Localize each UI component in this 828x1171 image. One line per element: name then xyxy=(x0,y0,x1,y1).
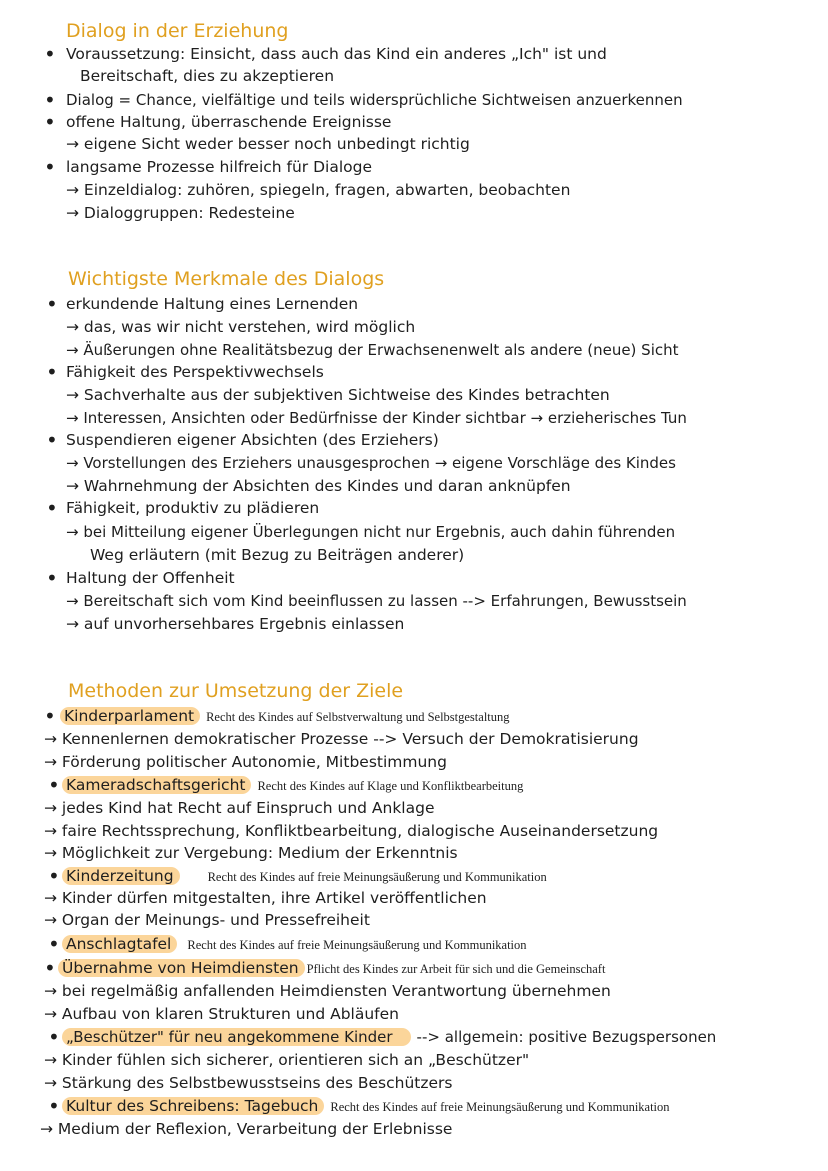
list-item: Voraussetzung: Einsicht, dass auch das Kind ein anderes „Ich" ist und xyxy=(66,45,607,63)
method-title: Kameradschaftsgericht xyxy=(62,776,251,794)
bullet: • xyxy=(44,956,56,980)
list-item: Suspendieren eigener Absichten (des Erziehers) xyxy=(66,431,439,449)
method-note: Recht des Kindes auf freie Meinungsäußerung und Kommunikation xyxy=(187,938,527,952)
list-item: → Bereitschaft sich vom Kind beeinflussen zu lassen --> Erfahrungen, Bewusstsein xyxy=(66,592,687,610)
method-row xyxy=(62,1027,716,1047)
list-item: → Kinder dürfen mitgestalten, ihre Artikel veröffentlichen xyxy=(44,889,487,907)
bullet: • xyxy=(44,704,56,728)
list-item: → Einzeldialog: zuhören, spiegeln, fragen, abwarten, beobachten xyxy=(66,181,571,199)
method-note: Recht des Kindes auf freie Meinungsäußerung und Kommunikation xyxy=(207,870,547,884)
bullet: • xyxy=(48,1025,60,1049)
list-item: → Wahrnehmung der Absichten des Kindes und daran anknüpfen xyxy=(66,477,571,495)
bullet: • xyxy=(46,566,58,590)
bullet: • xyxy=(48,864,60,888)
method-note: Recht des Kindes auf Klage und Konfliktbearbeitung xyxy=(257,779,524,793)
list-item: Haltung der Offenheit xyxy=(66,569,235,587)
list-item: → Medium der Reflexion, Verarbeitung der Erlebnisse xyxy=(40,1120,453,1138)
list-item: → Dialoggruppen: Redesteine xyxy=(66,204,295,222)
list-item: Fähigkeit, produktiv zu plädieren xyxy=(66,499,320,517)
method-title: Kinderparlament xyxy=(60,707,200,725)
list-item: → Aufbau von klaren Strukturen und Abläufen xyxy=(44,1005,400,1023)
list-item: → Förderung politischer Autonomie, Mitbestimmung xyxy=(44,753,447,771)
section-heading-merkmale: Wichtigste Merkmale des Dialogs xyxy=(68,268,385,290)
list-item: → Stärkung des Selbstbewusstseins des Beschützers xyxy=(44,1074,453,1092)
bullet: • xyxy=(44,155,56,179)
list-item: → bei regelmäßig anfallenden Heimdiensten Verantwortung übernehmen xyxy=(44,982,611,1000)
section-heading-dialog: Dialog in der Erziehung xyxy=(66,20,289,42)
list-item: → jedes Kind hat Recht auf Einspruch und Anklage xyxy=(44,799,435,817)
method-title: Kinderzeitung xyxy=(62,867,180,885)
bullet: • xyxy=(48,773,60,797)
list-item: Dialog = Chance, vielfältige und teils widersprüchliche Sichtweisen anzuerkennen xyxy=(66,91,683,109)
list-item: → Kennenlernen demokratischer Prozesse --> Versuch der Demokratisierung xyxy=(44,730,639,748)
method-row xyxy=(62,866,547,887)
method-title: Kultur des Schreibens: Tagebuch xyxy=(62,1097,324,1115)
list-item: Weg erläutern (mit Bezug zu Beiträgen anderer) xyxy=(90,546,465,564)
list-item: offene Haltung, überraschende Ereignisse xyxy=(66,113,392,131)
list-item: Bereitschaft, dies zu akzeptieren xyxy=(80,67,335,85)
list-item: → faire Rechtssprechung, Konfliktbearbeitung, dialogische Auseinandersetzung xyxy=(44,822,659,840)
bullet: • xyxy=(46,292,58,316)
method-note: --> allgemein: positive Bezugspersonen xyxy=(416,1028,717,1046)
method-title: „Beschützer" für neu angekommene Kinder xyxy=(62,1028,411,1046)
method-note: Pflicht des Kindes zur Arbeit für sich und die Gemeinschaft xyxy=(306,962,606,976)
bullet: • xyxy=(44,110,56,134)
list-item: → Sachverhalte aus der subjektiven Sichtweise des Kindes betrachten xyxy=(66,386,610,404)
list-item: → eigene Sicht weder besser noch unbedingt richtig xyxy=(66,135,470,153)
bullet: • xyxy=(44,42,56,66)
method-row xyxy=(62,1096,670,1117)
list-item: → Äußerungen ohne Realitätsbezug der Erwachsenenwelt als andere (neue) Sicht xyxy=(66,341,679,359)
list-item: → Vorstellungen des Erziehers unausgesprochen → eigene Vorschläge des Kindes xyxy=(66,454,676,472)
list-item: → Interessen, Ansichten oder Bedürfnisse der Kinder sichtbar → erzieherisches Tun xyxy=(66,409,687,427)
section-heading-methoden: Methoden zur Umsetzung der Ziele xyxy=(68,680,404,702)
list-item: → auf unvorhersehbares Ergebnis einlassen xyxy=(66,615,405,633)
list-item: Fähigkeit des Perspektivwechsels xyxy=(66,363,324,381)
bullet: • xyxy=(48,932,60,956)
bullet: • xyxy=(46,428,58,452)
list-item: erkundende Haltung eines Lernenden xyxy=(66,295,359,313)
method-row xyxy=(62,934,527,955)
method-note: Recht des Kindes auf freie Meinungsäußerung und Kommunikation xyxy=(330,1100,670,1114)
list-item: → das, was wir nicht verstehen, wird möglich xyxy=(66,318,416,336)
method-title: Übernahme von Heimdiensten xyxy=(58,959,305,977)
list-item: langsame Prozesse hilfreich für Dialoge xyxy=(66,158,373,176)
bullet: • xyxy=(44,88,56,112)
bullet: • xyxy=(46,496,58,520)
method-row xyxy=(58,958,605,979)
method-note: Recht des Kindes auf Selbstverwaltung und Selbstgestaltung xyxy=(206,710,510,724)
bullet: • xyxy=(46,360,58,384)
method-row xyxy=(62,775,523,796)
method-title: Anschlagtafel xyxy=(62,935,177,953)
list-item: → Möglichkeit zur Vergebung: Medium der Erkenntnis xyxy=(44,844,458,862)
list-item: → Kinder fühlen sich sicherer, orientieren sich an „Beschützer" xyxy=(44,1051,530,1069)
list-item: → Organ der Meinungs- und Pressefreiheit xyxy=(44,911,370,929)
list-item: → bei Mitteilung eigener Überlegungen nicht nur Ergebnis, auch dahin führenden xyxy=(66,523,676,541)
method-row xyxy=(60,706,510,727)
bullet: • xyxy=(48,1094,60,1118)
